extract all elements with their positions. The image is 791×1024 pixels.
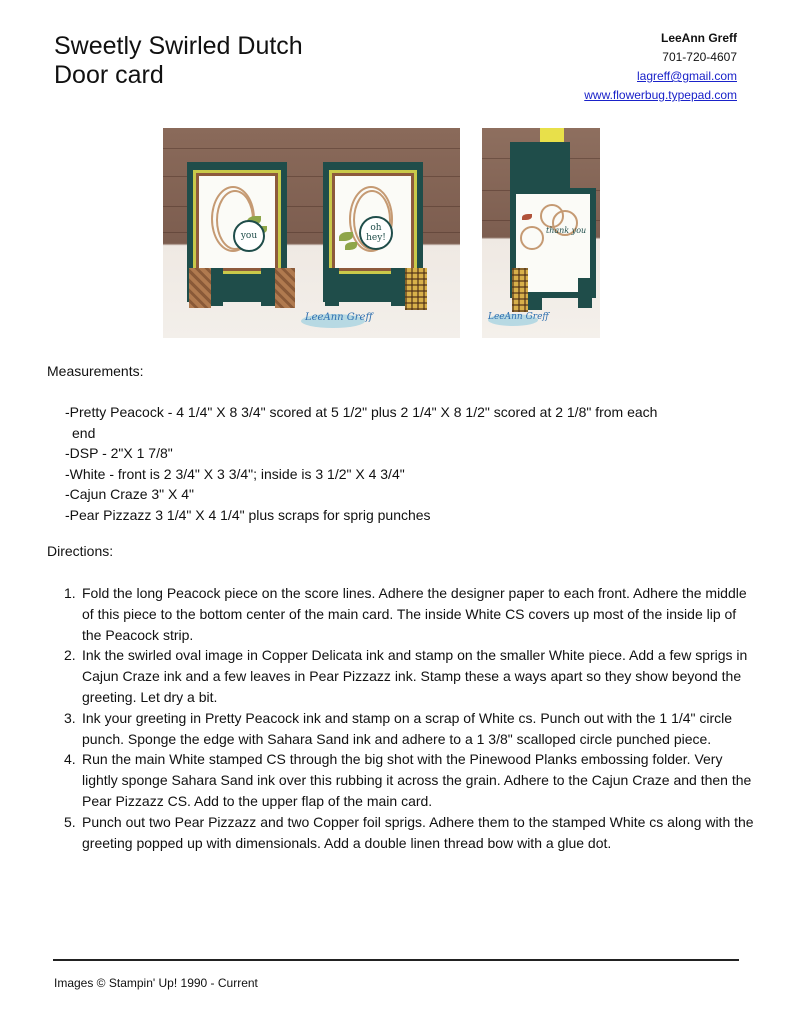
measurement-text: -DSP - 2"X 1 7/8" (65, 445, 173, 461)
title-line-1: Sweetly Swirled Dutch (54, 32, 303, 60)
direction-step (64, 708, 754, 750)
inside-sentiment: thank you (546, 226, 587, 235)
footer-copyright: Images © Stampin' Up! 1990 - Current (54, 976, 258, 990)
direction-step (64, 812, 754, 854)
footer-divider (53, 959, 739, 961)
step-number: 3. (64, 709, 76, 726)
step-number: 5. (64, 813, 76, 830)
measurement-text: -Cajun Craze 3" X 4" (65, 486, 194, 502)
website-link[interactable]: www.flowerbug.typepad.com (584, 88, 737, 102)
direction-step (64, 645, 754, 707)
measurements-list (65, 402, 745, 525)
watermark-logo-1: LeeAnn Greff (305, 312, 373, 323)
title-line-2: Door card (54, 61, 164, 89)
step-number: 1. (64, 585, 76, 601)
card-photo-front (163, 128, 460, 338)
card-photo-inside (482, 128, 600, 338)
greeting-circle-left: you (233, 220, 265, 252)
measurements-heading: Measurements: (47, 363, 144, 379)
phone-number: 701-720-4607 (662, 50, 737, 64)
direction-step (64, 749, 754, 811)
email-link[interactable]: lagreff@gmail.com (637, 69, 737, 83)
measurement-item (65, 443, 745, 464)
directions-list (64, 583, 754, 853)
author-name: LeeAnn Greff (660, 31, 737, 45)
measurement-text: -Pear Pizzazz 3 1/4" X 4 1/4" plus scraps for sprig punches (65, 506, 431, 523)
step-number: 2. (64, 647, 76, 664)
measurement-item (65, 505, 745, 526)
step-text: Fold the long Peacock piece on the score lines. Adhere the designer paper to each front. Adhere the middle of this piece to the bottom center of the main card. The inside White CS covers up most of the inside lip of the Peacock strip. (82, 585, 747, 643)
page-title (54, 32, 303, 90)
contact-block (584, 29, 737, 105)
measurement-text-continued: end (72, 424, 96, 441)
measurement-text: -Pretty Peacock - 4 1/4" X 8 3/4" scored at 5 1/2" plus 2 1/4" X 8 1/2" scored at 2 1/8" from each (65, 404, 658, 420)
greeting-circle-right: oh hey! (359, 216, 393, 250)
step-text: Ink your greeting in Pretty Peacock ink and stamp on a scrap of White cs. Punch out with the 1 1/4" circle punch. Sponge the edge with Sahara Sand ink and adhere to a 1 3/8" scalloped circle punched piece. (82, 709, 733, 747)
measurement-text: -White - front is 2 3/4" X 3 3/4"; inside is 3 1/2" X 4 3/4" (65, 465, 405, 482)
directions-heading: Directions: (47, 543, 114, 559)
direction-step (64, 583, 754, 645)
measurement-item (65, 402, 745, 443)
watermark-logo-2: LeeAnn Greff (488, 312, 549, 322)
measurement-item (65, 464, 745, 485)
measurement-item (65, 484, 745, 505)
step-text: Punch out two Pear Pizzazz and two Copper foil sprigs. Adhere them to the stamped White cs along with the greeting popped up with dimensionals. Add a double linen thread bow with a glue dot. (82, 813, 754, 851)
step-number: 4. (64, 751, 76, 768)
step-text: Ink the swirled oval image in Copper Delicata ink and stamp on the smaller White piece. Add a few sprigs in Cajun Craze ink and a few leaves in Pear Pizzazz ink. Stamp these a ways apart so they show beyond the greeting. Let dry a bit. (82, 647, 748, 705)
step-text: Run the main White stamped CS through the big shot with the Pinewood Planks embossing folder. Very lightly sponge Sahara Sand ink over this rubbing it across the grain. Adhere to the Cajun Craze and then the Pear Pizzazz CS. Add to the upper flap of the main card. (82, 751, 752, 809)
